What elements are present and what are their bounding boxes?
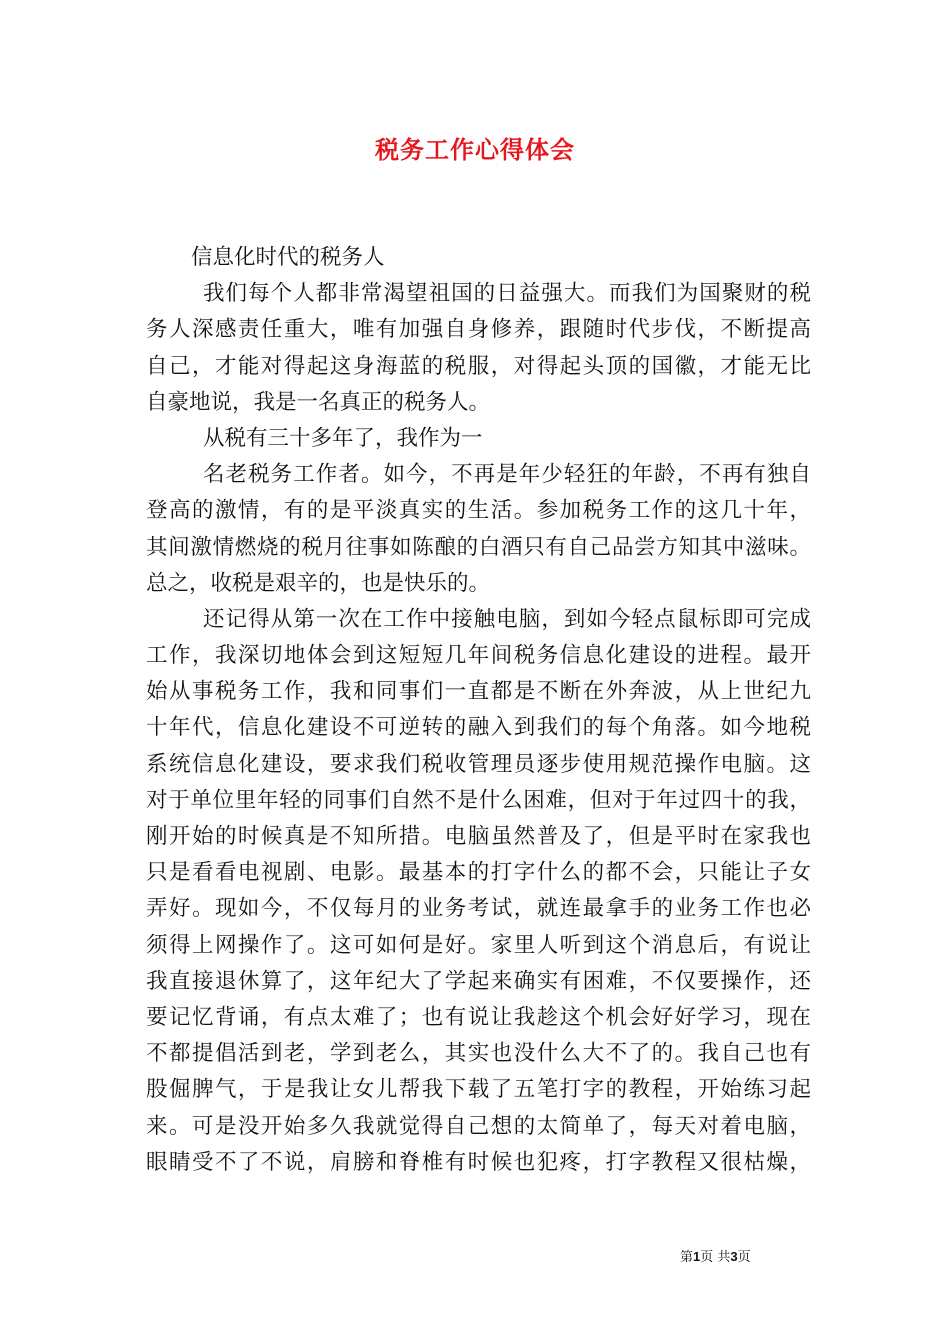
- text-line: 系统信息化建设，要求我们税收管理员逐步使用规范操作电脑。这: [146, 751, 811, 777]
- text-line: 来。可是没开始多久我就觉得自己想的太简单了，每天对着电脑，: [146, 1113, 811, 1139]
- document-title: 税务工作心得体会: [375, 135, 575, 164]
- text-line: 十年代，信息化建设不可逆转的融入到我们的每个角落。如今地税: [146, 715, 811, 741]
- text-line: 对于单位里年轻的同事们自然不是什么困难，但对于年过四十的我，: [146, 787, 811, 813]
- text-line: 工作，我深切地体会到这短短几年间税务信息化建设的进程。最开: [146, 643, 811, 669]
- footer-page-number: 1: [693, 1249, 701, 1264]
- text-line: 名老税务工作者。如今，不再是年少轻狂的年龄，不再有独自: [203, 462, 811, 488]
- paragraph-lines: [146, 276, 811, 1181]
- text-line: 还记得从第一次在工作中接触电脑，到如今轻点鼠标即可完成: [203, 606, 811, 632]
- page-footer: [680, 1248, 820, 1267]
- text-line: 须得上网操作了。这可如何是好。家里人听到这个消息后，有说让: [146, 932, 811, 958]
- text-line: 我直接退休算了，这年纪大了学起来确实有困难，不仅要操作，还: [146, 968, 811, 994]
- document-body: [146, 240, 811, 1181]
- text-line: 始从事税务工作，我和同事们一直都是不断在外奔波，从上世纪九: [146, 679, 811, 705]
- footer-middle: 页 共: [700, 1250, 731, 1265]
- text-line: 眼睛受不了不说，肩膀和脊椎有时候也犯疼，打字教程又很枯燥，: [146, 1149, 811, 1175]
- text-line: 务人深感责任重大，唯有加强自身修养，跟随时代步伐，不断提高: [146, 317, 811, 343]
- footer-prefix: 第: [680, 1250, 694, 1265]
- footer-suffix: 页: [737, 1250, 751, 1265]
- text-line: 只是看看电视剧、电影。最基本的打字什么的都不会，只能让子女: [146, 860, 811, 886]
- text-line: 弄好。现如今，不仅每月的业务考试，就连最拿手的业务工作也必: [146, 896, 811, 922]
- text-line: 总之，收税是艰辛的，也是快乐的。: [146, 570, 491, 596]
- text-line: 其间激情燃烧的税月往事如陈酿的白酒只有自己品尝方知其中滋味。: [146, 534, 811, 560]
- text-line: 要记忆背诵，有点太难了；也有说让我趁这个机会好好学习，现在: [146, 1004, 811, 1030]
- text-line: 自豪地说，我是一名真正的税务人。: [146, 389, 491, 415]
- text-line: 我们每个人都非常渴望祖国的日益强大。而我们为国聚财的税: [203, 281, 811, 307]
- footer-total-pages: 3: [730, 1249, 738, 1264]
- text-line: 登高的激情，有的是平淡真实的生活。参加税务工作的这几十年，: [146, 498, 811, 524]
- text-line: 刚开始的时候真是不知所措。电脑虽然普及了，但是平时在家我也: [146, 824, 811, 849]
- section-subtitle: 信息化时代的税务人: [191, 245, 385, 270]
- text-line: 股倔脾气，于是我让女儿帮我下载了五笔打字的教程，开始练习起: [146, 1077, 811, 1103]
- text-line: 不都提倡活到老，学到老么，其实也没什么大不了的。我自己也有: [146, 1041, 811, 1067]
- text-line: 从税有三十多年了，我作为一: [203, 425, 483, 451]
- text-line: 自己，才能对得起这身海蓝的税服，对得起头顶的国徽，才能无比: [146, 353, 811, 379]
